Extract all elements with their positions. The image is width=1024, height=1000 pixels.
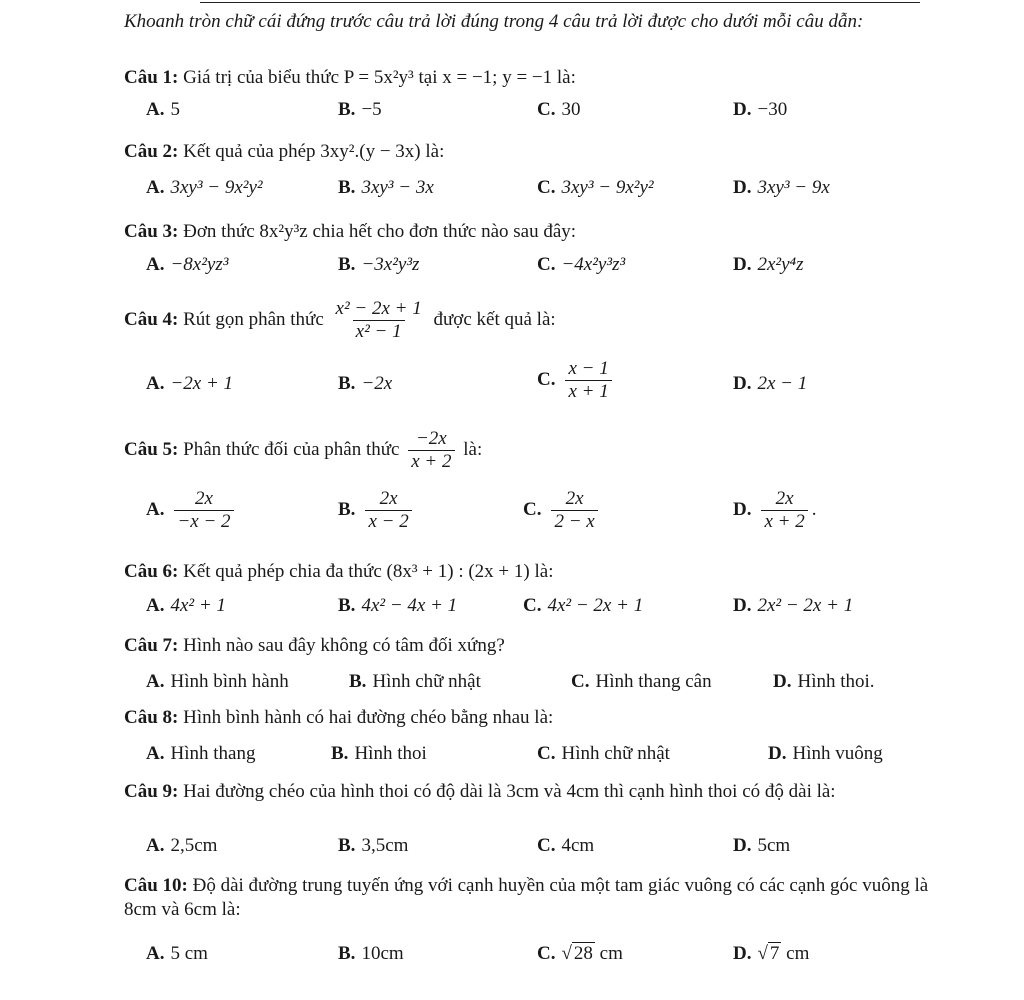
option-b[interactable]: B. −2x bbox=[338, 373, 393, 394]
instruction-text: Khoanh tròn chữ cái đứng trước câu trả lời đúng trong 4 câu trả lời được cho dưới mỗi câu dẫn: bbox=[124, 11, 864, 32]
question-text: Phân thức đối của phân thức bbox=[183, 438, 400, 460]
option-d[interactable]: D. 3xy³ − 9x bbox=[733, 177, 830, 198]
option-a[interactable]: A. 3xy³ − 9x²y² bbox=[146, 177, 263, 198]
sqrt-symbol: √ 28 bbox=[561, 943, 593, 964]
option-c[interactable]: C. Hình chữ nhật bbox=[537, 743, 670, 764]
option-a[interactable]: A. 2,5cm bbox=[146, 835, 218, 856]
option-c[interactable]: C. −4x²y³z³ bbox=[537, 254, 626, 275]
question-text: Rút gọn phân thức bbox=[183, 308, 324, 330]
question-label: Câu 1: bbox=[124, 67, 179, 88]
question-label: Câu 5: bbox=[124, 438, 179, 460]
question-text: Độ dài đường trung tuyến ứng với cạnh huyền của một tam giác vuông có các cạnh góc vuông là 8cm và 6cm là: bbox=[124, 875, 929, 920]
question-label: Câu 9: bbox=[124, 781, 179, 802]
option-a[interactable]: A. 4x² + 1 bbox=[146, 595, 226, 616]
question-4 bbox=[124, 298, 964, 343]
option-b[interactable]: B. $\frac{2x}{x - 2}$ bbox=[338, 488, 416, 533]
question-label: Câu 6: bbox=[124, 561, 179, 582]
option-c[interactable]: C. 30 bbox=[537, 99, 581, 120]
question-text: Đơn thức 8x²y³z chia hết cho đơn thức nào sau đây: bbox=[183, 221, 577, 242]
top-rule bbox=[200, 2, 920, 3]
question-label: Câu 7: bbox=[124, 635, 179, 656]
question-2 bbox=[124, 140, 964, 164]
question-fraction: $\frac{\text{x² − 2x + 1}}{\text{x² − 1}}$ bbox=[335, 298, 422, 342]
question-text: Hai đường chéo của hình thoi có độ dài là 3cm và 4cm thì cạnh hình thoi có độ dài là: bbox=[183, 781, 836, 802]
option-b[interactable]: B. −3x²y³z bbox=[338, 254, 420, 275]
option-d[interactable]: D. $\frac{2x}{x + 2}$ . bbox=[733, 488, 817, 532]
question-text: Kết quả của phép 3xy².(y − 3x) là: bbox=[183, 141, 445, 162]
option-b[interactable]: B. Hình thoi bbox=[331, 743, 427, 764]
option-a[interactable]: A. $\frac{2x}{-x - 2}$ bbox=[146, 488, 238, 533]
option-d[interactable]: D. 2x² − 2x + 1 bbox=[733, 595, 854, 616]
option-a[interactable]: A. −2x + 1 bbox=[146, 373, 234, 394]
question-label: Câu 2: bbox=[124, 141, 179, 162]
question-text-after: được kết quả là: bbox=[433, 308, 556, 330]
option-a[interactable]: A. Hình thang bbox=[146, 743, 256, 764]
question-3 bbox=[124, 220, 964, 244]
option-c[interactable]: C. Hình thang cân bbox=[571, 671, 712, 692]
question-7 bbox=[124, 634, 964, 658]
option-d[interactable]: D. Hình vuông bbox=[768, 743, 883, 764]
option-d[interactable]: D. 2x²y⁴z bbox=[733, 254, 804, 275]
option-d[interactable]: D. 2x − 1 bbox=[733, 373, 808, 394]
question-text: Kết quả phép chia đa thức (8x³ + 1) : (2x + 1) là: bbox=[183, 561, 554, 582]
option-a[interactable]: A. 5 cm bbox=[146, 943, 208, 964]
option-b[interactable]: B. 4x² − 4x + 1 bbox=[338, 595, 458, 616]
option-b[interactable]: B. 3xy³ − 3x bbox=[338, 177, 434, 198]
option-c[interactable]: C. √ 28 cm bbox=[537, 943, 623, 964]
question-label: Câu 8: bbox=[124, 707, 179, 728]
option-c[interactable]: C. 4cm bbox=[537, 835, 595, 856]
question-label: Câu 10: bbox=[124, 875, 188, 896]
option-a[interactable]: A. 5 bbox=[146, 99, 180, 120]
question-text-after: là: bbox=[463, 438, 483, 460]
option-b[interactable]: B. −5 bbox=[338, 99, 382, 120]
option-d[interactable]: D. −30 bbox=[733, 99, 788, 120]
option-b[interactable]: B. 3,5cm bbox=[338, 835, 409, 856]
option-d[interactable]: D. √ 7 cm bbox=[733, 943, 810, 964]
option-c[interactable]: C. 3xy³ − 9x²y² bbox=[537, 177, 654, 198]
question-text: Giá trị của biểu thức P = 5x²y³ tại x = −1; y = −1 là: bbox=[183, 67, 576, 88]
option-d[interactable]: D. 5cm bbox=[733, 835, 791, 856]
question-5 bbox=[124, 428, 964, 473]
question-1 bbox=[124, 66, 964, 90]
option-b[interactable]: B. Hình chữ nhật bbox=[349, 671, 481, 692]
option-a[interactable]: A. −8x²yz³ bbox=[146, 254, 229, 275]
question-text: Hình bình hành có hai đường chéo bằng nhau là: bbox=[183, 707, 554, 728]
question-label: Câu 3: bbox=[124, 221, 179, 242]
option-c[interactable]: C. $\frac{x - 1}{x + 1}$ bbox=[537, 358, 616, 403]
sqrt-symbol: √ 7 bbox=[757, 943, 780, 964]
option-c[interactable]: C. $\frac{2x}{2 - x}$ bbox=[523, 488, 602, 533]
option-b[interactable]: B. 10cm bbox=[338, 943, 404, 964]
question-10 bbox=[124, 874, 964, 922]
question-fraction: $\frac{-2x}{x + 2}$ bbox=[408, 428, 454, 473]
option-c[interactable]: C. 4x² − 2x + 1 bbox=[523, 595, 644, 616]
question-8 bbox=[124, 706, 964, 730]
option-d[interactable]: D. Hình thoi. bbox=[773, 671, 875, 692]
question-text: Hình nào sau đây không có tâm đối xứng? bbox=[183, 635, 505, 656]
question-label: Câu 4: bbox=[124, 308, 179, 330]
question-9 bbox=[124, 780, 964, 804]
option-a[interactable]: A. Hình bình hành bbox=[146, 671, 289, 692]
question-6 bbox=[124, 560, 964, 584]
